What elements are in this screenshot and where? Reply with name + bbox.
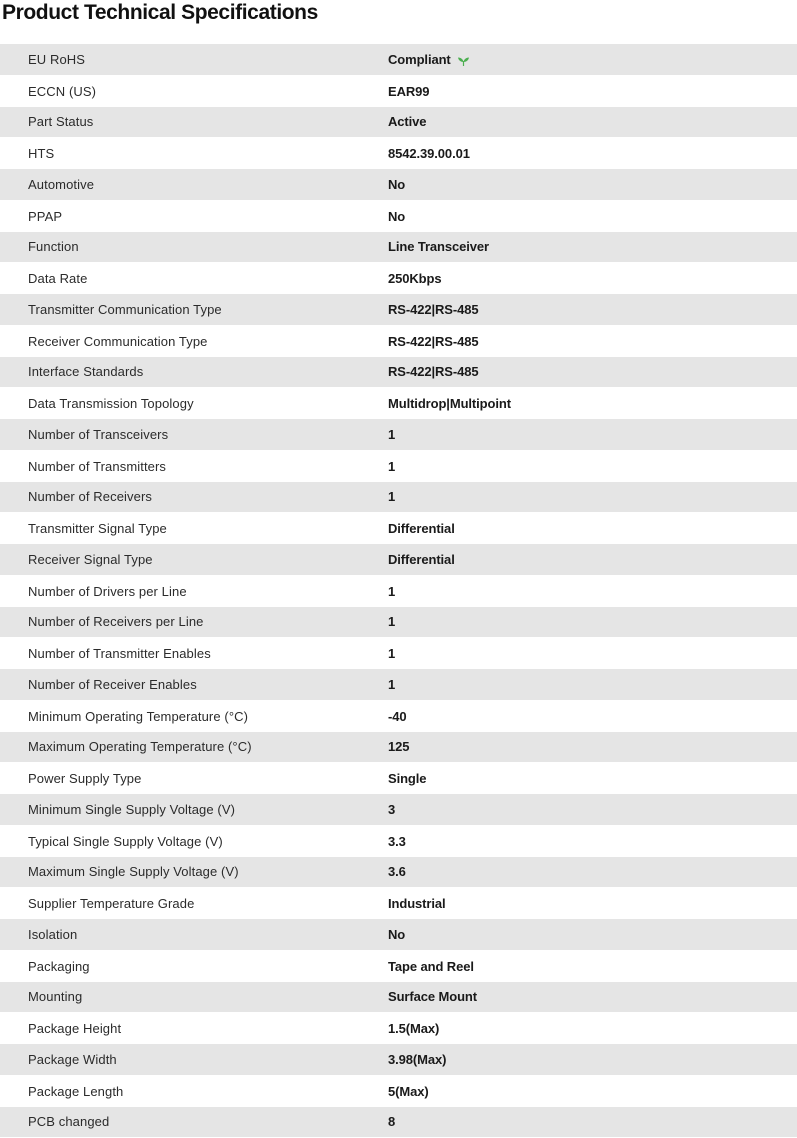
- spec-label: Isolation: [0, 919, 388, 950]
- spec-label: Mounting: [0, 982, 388, 1013]
- spec-value: [388, 575, 797, 606]
- spec-row: [0, 419, 797, 450]
- spec-row: [0, 700, 797, 731]
- spec-value: [388, 1013, 797, 1044]
- spec-value: [388, 607, 797, 638]
- spec-value: [388, 232, 797, 263]
- spec-label: Minimum Single Supply Voltage (V): [0, 794, 388, 825]
- spec-value-text: No: [388, 926, 406, 942]
- spec-label: Transmitter Signal Type: [0, 513, 388, 544]
- spec-value-text: 250Kbps: [388, 271, 442, 287]
- spec-value-text: 3: [388, 801, 396, 817]
- spec-label: Automotive: [0, 169, 388, 200]
- spec-label: Typical Single Supply Voltage (V): [0, 825, 388, 856]
- spec-row: [0, 607, 797, 638]
- spec-label: Package Height: [0, 1013, 388, 1044]
- spec-label: Number of Receiver Enables: [0, 669, 388, 700]
- spec-value: [388, 419, 797, 450]
- spec-value: [388, 75, 797, 106]
- spec-row: [0, 794, 797, 825]
- spec-row: [0, 763, 797, 794]
- spec-row: [0, 294, 797, 325]
- spec-value-text: 1.5(Max): [388, 1021, 440, 1037]
- spec-label: Package Width: [0, 1044, 388, 1075]
- spec-label: Supplier Temperature Grade: [0, 888, 388, 919]
- spec-value: [388, 44, 797, 75]
- spec-value: [388, 107, 797, 138]
- spec-row: [0, 388, 797, 419]
- spec-label: Minimum Operating Temperature (°C): [0, 700, 388, 731]
- page-title: Product Technical Specifications: [2, 1, 318, 24]
- spec-value: [388, 482, 797, 513]
- spec-row: [0, 825, 797, 856]
- spec-value: [388, 857, 797, 888]
- spec-row: [0, 919, 797, 950]
- spec-value: [388, 919, 797, 950]
- spec-row: [0, 200, 797, 231]
- spec-value-text: 1: [388, 614, 396, 630]
- spec-row: [0, 575, 797, 606]
- spec-row: [0, 169, 797, 200]
- spec-row: [0, 1044, 797, 1075]
- spec-value-text: 1: [388, 489, 396, 505]
- spec-value-text: 1: [388, 676, 396, 692]
- spec-value: [388, 388, 797, 419]
- spec-value: [388, 263, 797, 294]
- leaf-icon: [457, 55, 470, 66]
- spec-label: Power Supply Type: [0, 763, 388, 794]
- spec-value-text: RS-422|RS-485: [388, 301, 479, 317]
- spec-row: [0, 107, 797, 138]
- spec-value: [388, 1107, 797, 1138]
- spec-value-text: Differential: [388, 521, 455, 537]
- spec-row: [0, 544, 797, 575]
- spec-value-text: 1: [388, 583, 396, 599]
- spec-value-text: 8: [388, 1114, 396, 1130]
- spec-value-text: RS-422|RS-485: [388, 364, 479, 380]
- spec-value: [388, 669, 797, 700]
- spec-label: Number of Receivers: [0, 482, 388, 513]
- spec-value: [388, 700, 797, 731]
- spec-label: Package Length: [0, 1075, 388, 1106]
- spec-value: [388, 200, 797, 231]
- spec-value-text: Surface Mount: [388, 989, 477, 1005]
- spec-row: [0, 732, 797, 763]
- spec-row: [0, 450, 797, 481]
- spec-value: [388, 794, 797, 825]
- spec-row: [0, 1013, 797, 1044]
- spec-row: [0, 1075, 797, 1106]
- spec-label: HTS: [0, 138, 388, 169]
- spec-row: [0, 325, 797, 356]
- spec-label: Packaging: [0, 950, 388, 981]
- spec-value: [388, 450, 797, 481]
- spec-label: EU RoHS: [0, 44, 388, 75]
- spec-row: [0, 638, 797, 669]
- spec-table-body: [0, 44, 797, 1138]
- spec-value: [388, 294, 797, 325]
- spec-value-text: No: [388, 208, 406, 224]
- spec-value: [388, 763, 797, 794]
- spec-row: [0, 232, 797, 263]
- spec-label: PCB changed: [0, 1107, 388, 1138]
- spec-value-text: RS-422|RS-485: [388, 333, 479, 349]
- spec-value-text: Tape and Reel: [388, 958, 474, 974]
- spec-label: Number of Receivers per Line: [0, 607, 388, 638]
- spec-label: Maximum Single Supply Voltage (V): [0, 857, 388, 888]
- spec-label: Interface Standards: [0, 357, 388, 388]
- spec-label: Number of Drivers per Line: [0, 575, 388, 606]
- spec-row: [0, 357, 797, 388]
- spec-value: [388, 638, 797, 669]
- spec-value-text: Single: [388, 771, 427, 787]
- spec-value-text: -40: [388, 708, 407, 724]
- spec-value-text: 125: [388, 739, 410, 755]
- spec-label: Receiver Signal Type: [0, 544, 388, 575]
- spec-value: [388, 544, 797, 575]
- spec-label: Number of Transmitters: [0, 450, 388, 481]
- spec-label: Transmitter Communication Type: [0, 294, 388, 325]
- spec-value-text: 1: [388, 426, 396, 442]
- spec-row: [0, 950, 797, 981]
- spec-label: Maximum Operating Temperature (°C): [0, 732, 388, 763]
- spec-label: Function: [0, 232, 388, 263]
- spec-value-text: Compliant: [388, 51, 451, 67]
- spec-value-text: Multidrop|Multipoint: [388, 396, 511, 412]
- spec-value: [388, 169, 797, 200]
- spec-row: [0, 669, 797, 700]
- spec-row: [0, 44, 797, 75]
- spec-value-text: 3.3: [388, 833, 406, 849]
- spec-value: [388, 982, 797, 1013]
- spec-row: [0, 75, 797, 106]
- spec-label: ECCN (US): [0, 75, 388, 106]
- spec-value-text: Industrial: [388, 896, 446, 912]
- spec-row: [0, 513, 797, 544]
- spec-row: [0, 263, 797, 294]
- spec-value-text: EAR99: [388, 83, 430, 99]
- spec-label: Data Transmission Topology: [0, 388, 388, 419]
- spec-value-text: No: [388, 176, 406, 192]
- spec-row: [0, 1107, 797, 1138]
- spec-value: [388, 888, 797, 919]
- spec-table: [0, 44, 797, 1138]
- spec-row: [0, 982, 797, 1013]
- spec-row: [0, 888, 797, 919]
- spec-label: Receiver Communication Type: [0, 325, 388, 356]
- spec-row: [0, 482, 797, 513]
- spec-value-text: 5(Max): [388, 1083, 429, 1099]
- spec-value: [388, 732, 797, 763]
- spec-value-text: 8542.39.00.01: [388, 146, 470, 162]
- spec-value-text: Active: [388, 114, 427, 130]
- spec-value-text: 3.98(Max): [388, 1051, 447, 1067]
- spec-value: [388, 138, 797, 169]
- spec-value: [388, 325, 797, 356]
- spec-label: Number of Transmitter Enables: [0, 638, 388, 669]
- spec-row: [0, 138, 797, 169]
- spec-value: [388, 950, 797, 981]
- spec-value-text: Differential: [388, 551, 455, 567]
- spec-value-text: Line Transceiver: [388, 239, 490, 255]
- spec-value: [388, 825, 797, 856]
- spec-value: [388, 1044, 797, 1075]
- spec-value: [388, 513, 797, 544]
- spec-row: [0, 857, 797, 888]
- spec-value: [388, 357, 797, 388]
- spec-label: PPAP: [0, 200, 388, 231]
- spec-label: Number of Transceivers: [0, 419, 388, 450]
- spec-label: Data Rate: [0, 263, 388, 294]
- spec-value-text: 1: [388, 458, 396, 474]
- spec-label: Part Status: [0, 107, 388, 138]
- spec-value-text: 1: [388, 646, 396, 662]
- spec-value-text: 3.6: [388, 864, 406, 880]
- spec-value: [388, 1075, 797, 1106]
